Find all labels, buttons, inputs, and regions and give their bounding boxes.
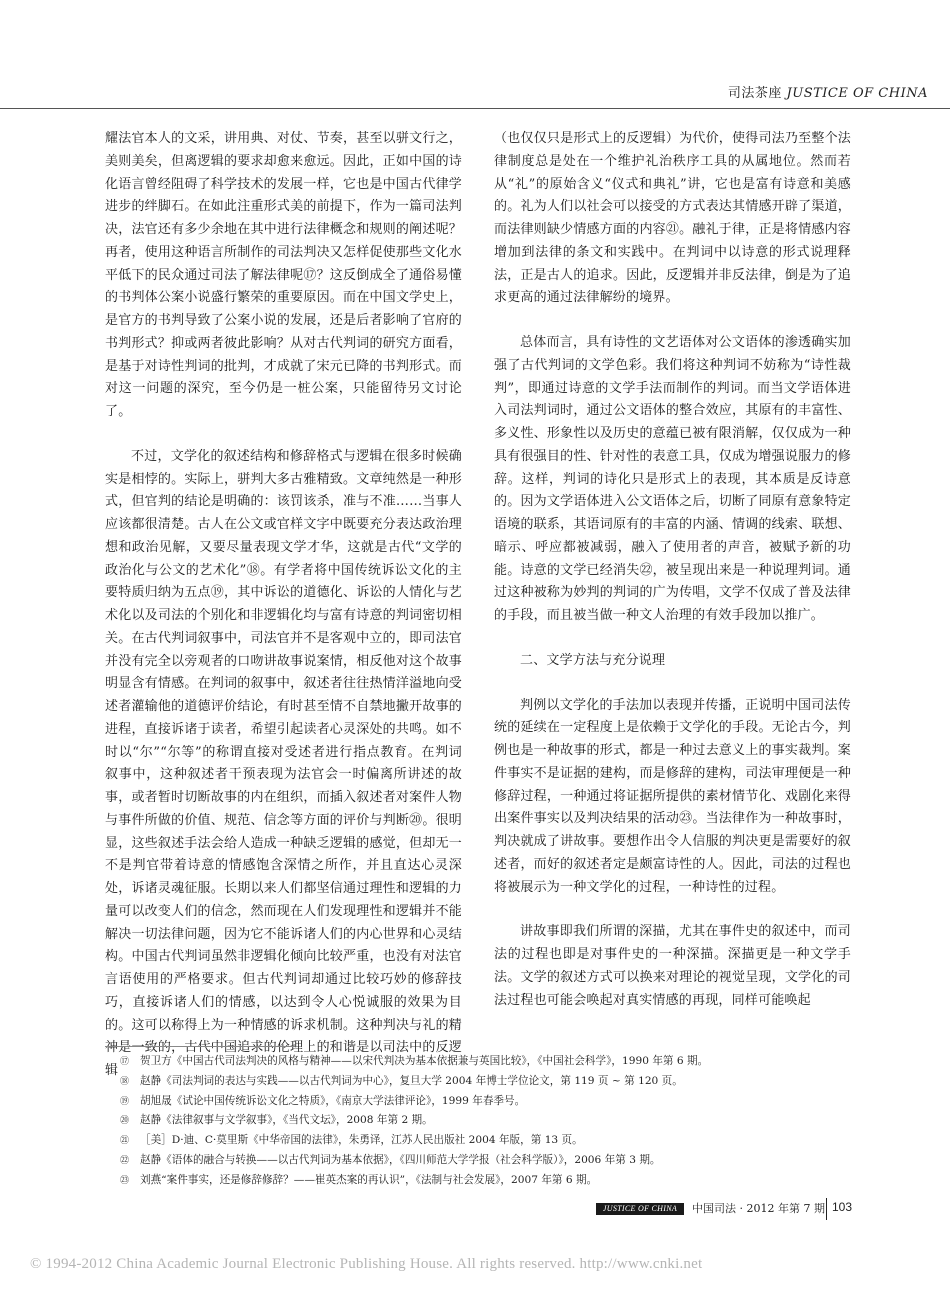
footer-divider [826, 1198, 827, 1220]
running-header [728, 82, 928, 101]
footnote-22: ㉒ 赵静《语体的融合与转换——以古代判词为基本依据》，《四川师范大学学报（社会科学版）》，2006 年第 3 期。 [120, 1153, 661, 1166]
section-heading: 二、文学方法与充分说理 [520, 652, 666, 668]
right-column [494, 128, 851, 1012]
footnote-19: ⑲ 胡旭晟《试论中国传统诉讼文化之特质》，《南京大学法律评论》，1999 年春季号。 [120, 1094, 526, 1107]
footer-band: JUSTICE OF CHINA [596, 1203, 684, 1215]
right-paragraph-1: （也仅仅只是形式上的反逻辑）为代价，使得司法乃至整个法律制度总是处在一个维护礼治秩序工具的从属地位。然而若从“礼”的原始含义“仪式和典礼”讲，它也是富有诗意和美感的。礼为人们以社会可以接受的方式表达其情感开辟了渠道，而法律则缺少情感方面的内容㉑。融礼于律，正是将情感内容增加到法律的条文和实践中。在判词中以诗意的形式说理释法，正是古人的追求。因此，反逻辑并非反法律，倒是为了追求更高的通过法律解纷的境界。 [494, 131, 851, 306]
left-column [105, 128, 462, 1083]
footnote-21: ㉑ ［美］D·迪、C·莫里斯《中华帝国的法律》，朱勇译，江苏人民出版社 2004 年版，第 13 页。 [120, 1134, 583, 1147]
footnote-23: ㉓ 刘燕“案件事实，还是修辞修辞？——崔英杰案的再认识”，《法制与社会发展》，2007 年第 6 期。 [120, 1173, 598, 1186]
header-title-cn: 司法茶座 [727, 86, 782, 101]
left-paragraph-1: 耀法官本人的文采，讲用典、对仗、节奏，甚至以骈文行之，美则美矣，但离逻辑的要求却愈来愈远。因此，正如中国的诗化语言曾经阻碍了科学技术的发展一样，它也是中国古代律学进步的绊脚石。在如此注重形式美的前提下，作为一篇司法判决，法官还有多少余地在其中进行法律概念和规则的阐述呢？再者，使用这种语言所制作的司法判决又怎样促使那些文化水平低下的民众通过司法了解法律呢⑰？这反倒成全了通俗易懂的书判体公案小说盛行繁荣的重要原因。而在中国文学史上，是官方的书判导致了公案小说的发展，还是后者影响了官府的书判形式？抑或两者彼此影响？从对古代判词的研究方面看，是基于对诗性判词的批判，才成就了宋元已降的书判形式。而对这一问题的深究，至今仍是一桩公案，只能留待另文讨论了。 [105, 131, 462, 419]
header-title-en: JUSTICE OF CHINA [786, 86, 928, 101]
header-rule [0, 108, 950, 109]
footnote-rule [105, 1046, 295, 1047]
page-number: 103 [832, 1200, 853, 1214]
footnote-17: ⑰ 贺卫方《中国古代司法判决的风格与精神——以宋代判决为基本依据兼与英国比较》，《中国社会科学》，1990 年第 6 期。 [120, 1055, 709, 1067]
footnote-18: ⑱ 赵静《司法判词的表达与实践——以古代判词为中心》，复旦大学 2004 年博士学位论文，第 119 页 ~ 第 120 页。 [120, 1074, 683, 1087]
left-paragraph-2: 不过，文学化的叙述结构和修辞格式与逻辑在很多时候确实是相悖的。实际上，骈判大多古雅精致。文章纯然是一种形式，但官判的结论是明确的：该罚该杀，准与不准……当事人应该都很清楚。古人在公文或官样文字中既要充分表达政治理想和政治见解，又要尽量表现文学才华，这就是古代“文学的政治化与公文的艺术化”⑱。有学者将中国传统诉讼文化的主要特质归纳为五点⑲，其中诉讼的道德化、诉讼的人情化与艺术化以及司法的个别化和非逻辑化均与富有诗意的判词密切相关。在古代判词叙事中，司法官并不是客观中立的，即司法官并没有完全以旁观者的口吻讲故事说案情，相反他对这个故事明显含有情感。在判词的叙事中，叙述者往往热情洋溢地向受述者灌输他的道德评价结论，有时甚至情不自禁地撇开故事的进程，直接诉诸于读者，希望引起读者心灵深处的共鸣。如不时以“尔”“尔等”的称谓直接对受述者进行指点教育。在判词叙事中，这种叙述者干预表现为法官会一时偏离所讲述的故事，或者暂时切断故事的内在组织，而插入叙述者对案件人物与事件所做的价值、规范、信念等方面的评价与判断⑳。很明显，这些叙述手法会给人造成一种缺乏逻辑的感觉，但却无一不是判官带着诗意的情感饱含深情之所作，并且直达心灵深处，诉诸灵魂征服。长期以来人们都坚信通过理性和逻辑的力量可以改变人们的信念，然而现在人们发现理性和逻辑并不能解决一切法律问题，因为它不能诉诸人们的内心世界和心灵结构。中国古代判词虽然非逻辑化倾向比较严重，也没有对法官言语使用的严格要求。但古代判词却通过比较巧妙的修辞技巧，直接诉诸人们的情感，以达到令人心悦诚服的效果为目的。这可以称得上为一种情感的诉求机制。这种判决与礼的精神是一致的，古代中国追求的伦理上的和谐是以司法中的反逻辑 [105, 448, 462, 1078]
footnotes [120, 1052, 880, 1191]
right-paragraph-4: 讲故事即我们所谓的深描，尤其在事件史的叙述中，而司法的过程也即是对事件史的一种深描。深描更是一种文学手法。文学的叙述方式可以换来对理论的视觉呈现，文学化的司法过程也可能会唤起对真实情感的再现，同样可能唤起 [494, 924, 851, 1008]
right-paragraph-2: 总体而言，具有诗性的文艺语体对公文语体的渗透确实加强了古代判词的文学色彩。我们将这种判词不妨称为“诗性裁判”，即通过诗意的文学手法而制作的判词。而当文学语体进入司法判词时，通过公文语体的整合效应，其原有的丰富性、多义性、形象性以及历史的意蕴已被有限消解，仅仅成为一种具有很强目的性、针对性的表意工具，仅成为增强说服力的修辞。这样，判词的诗化只是形式上的表现，其本质是反诗意的。因为文学语体进入公文语体之后，切断了同原有意象特定语境的联系，其语词原有的丰富的内涵、情调的线索、联想、暗示、呼应都被减弱，融入了使用者的声音，被赋予新的功能。诗意的文学已经消失㉒，被呈现出来是一种说理判词。通过这种被称为妙判的判词的广为传唱，文学不仅成了普及法律的手段，而且被当做一种文人治理的有效手段加以推广。 [494, 335, 851, 623]
right-paragraph-3: 判例以文学化的手法加以表现并传播，正说明中国司法传统的延续在一定程度上是依赖于文学化的手段。无论古今，判例也是一种故事的形式，都是一种过去意义上的事实裁判。案件事实不是证据的建构，而是修辞的建构，司法审理便是一种修辞过程，一种通过将证据所提供的素材情节化、戏剧化来得出案件事实以及判决结果的活动㉓。当法律作为一种故事时，判决就成了讲故事。要想作出令人信服的判决更是需要好的叙述者，而好的叙述者定是颇富诗性的人。因此，司法的过程也将被展示为一种文学化的过程，一种诗性的过程。 [494, 697, 851, 895]
footnote-20: ⑳ 赵静《法律叙事与文学叙事》，《当代文坛》，2008 年第 2 期。 [120, 1114, 433, 1127]
page-footer [0, 1198, 950, 1222]
footer-journal: 中国司法 · 2012 年第 7 期 [692, 1202, 825, 1215]
copyright-notice: © 1994-2012 China Academic Journal Electronic Publishing House. All rights reserved. http://www.cnki.net [30, 1256, 703, 1272]
